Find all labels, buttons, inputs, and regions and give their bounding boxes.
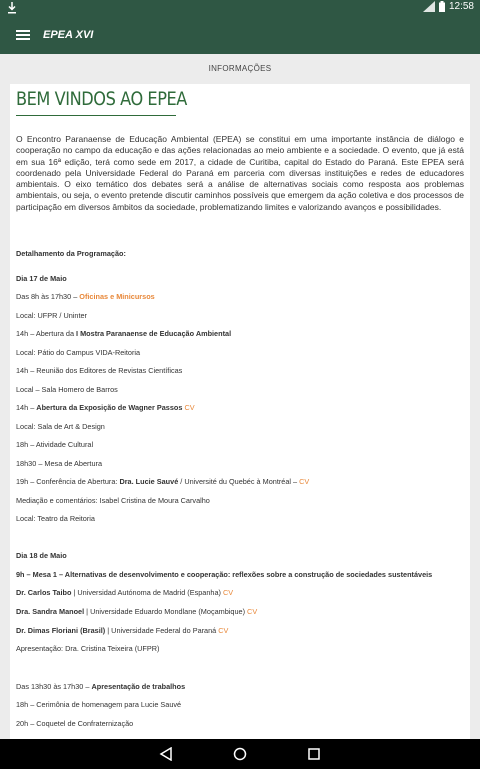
schedule-line: Apresentação: Dra. Cristina Teixeira (UFPR) bbox=[16, 644, 160, 653]
cv-link[interactable]: CV bbox=[223, 588, 234, 597]
schedule-line: Local: Pátio do Campus VIDA-Reitoria bbox=[16, 348, 141, 357]
app-title: EPEA XVI bbox=[43, 29, 94, 41]
back-icon[interactable] bbox=[159, 747, 173, 761]
schedule-line: Local: UFPR / Uninter bbox=[16, 311, 87, 320]
schedule-line: 14h – Abertura da Exposição de Wagner Passos CV bbox=[16, 403, 195, 412]
signal-icon bbox=[423, 1, 435, 12]
schedule-line: Das 13h30 às 17h30 – Apresentação de trabalhos bbox=[16, 682, 186, 691]
status-bar bbox=[0, 0, 480, 16]
day-18-title: Dia 18 de Maio bbox=[16, 551, 67, 560]
schedule-line: Local: Teatro da Reitoria bbox=[16, 514, 95, 523]
schedule-line: 20h – Coquetel de Confraternização bbox=[16, 719, 134, 728]
section-title: INFORMAÇÕES bbox=[208, 64, 272, 73]
day-17-title: Dia 17 de Maio bbox=[16, 274, 67, 283]
schedule-line: 18h30 – Mesa de Abertura bbox=[16, 459, 103, 468]
status-time: 12:58 bbox=[448, 1, 474, 12]
schedule-line: 18h – Cerimônia de homenagem para Lucie Sauvé bbox=[16, 700, 182, 709]
schedule-line: 14h – Abertura da I Mostra Paranaense de Educação Ambiental bbox=[16, 329, 232, 338]
schedule-line: Das 8h às 17h30 – Oficinas e Minicursos bbox=[16, 292, 155, 301]
content-card bbox=[10, 84, 470, 739]
menu-icon[interactable] bbox=[16, 30, 30, 40]
app-bar bbox=[0, 16, 480, 54]
schedule-line: 18h – Atividade Cultural bbox=[16, 440, 94, 449]
intro-paragraph: O Encontro Paranaense de Educação Ambiental (EPEA) se constitui em uma importante instância de diálogo e cooperação no campo da educação e das ações relacionadas ao meio ambiente e a sociedade. O evento, que já está em sua 16ª edição, terá como sede em 2017, a cidade de Curitiba, capital do Estado do Paraná. Este EPEA será coordenado pela Universidade Federal do Paraná em parceria com diversas instituições e redes de educadores ambientais. O eixo temático dos debates será a análise de alternativas sociais como resposta aos problemas ambientais, ou seja, o evento pretende discutir caminhos possíveis que emergem da ação coletiva e dos processos de participação em diversos âmbitos da sociedade, problematizando limites e valorizando avanços e possibilidades. bbox=[16, 134, 464, 212]
cv-link[interactable]: CV bbox=[299, 477, 310, 486]
cv-link[interactable]: CV bbox=[247, 607, 258, 616]
banner-underline bbox=[16, 115, 176, 116]
download-icon bbox=[7, 2, 17, 14]
home-icon[interactable] bbox=[233, 747, 247, 761]
oficinas-link[interactable]: Oficinas e Minicursos bbox=[79, 292, 155, 301]
schedule-line: 14h – Reunião dos Editores de Revistas Científicas bbox=[16, 366, 183, 375]
schedule-line: Dra. Sandra Manoel | Universidade Eduardo Mondlane (Moçambique) CV bbox=[16, 607, 258, 616]
programacao-title: Detalhamento da Programação: bbox=[16, 249, 126, 258]
schedule-line: 19h – Conferência de Abertura: Dra. Lucie Sauvé / Université du Quebéc à Montréal – CV bbox=[16, 477, 310, 486]
schedule-line: Dr. Carlos Taibo | Universidad Autónoma de Madrid (Espanha) CV bbox=[16, 588, 234, 597]
system-nav-bar bbox=[0, 739, 480, 769]
cv-link[interactable]: CV bbox=[218, 626, 229, 635]
welcome-banner: BEM VINDOS AO EPEA bbox=[16, 88, 187, 110]
schedule-line: Dr. Dimas Floriani (Brasil) | Universidade Federal do Paraná CV bbox=[16, 626, 229, 635]
schedule-line: Local – Sala Homero de Barros bbox=[16, 385, 118, 394]
schedule-line: Local: Sala de Art & Design bbox=[16, 422, 105, 431]
cv-link[interactable]: CV bbox=[182, 403, 195, 412]
battery-icon bbox=[439, 1, 445, 12]
schedule-line: 9h – Mesa 1 – Alternativas de desenvolvimento e cooperação: reflexões sobre a construção de sociedades sustentáveis bbox=[16, 570, 433, 579]
recents-icon[interactable] bbox=[307, 747, 321, 761]
schedule-line: Mediação e comentários: Isabel Cristina de Moura Carvalho bbox=[16, 496, 210, 505]
